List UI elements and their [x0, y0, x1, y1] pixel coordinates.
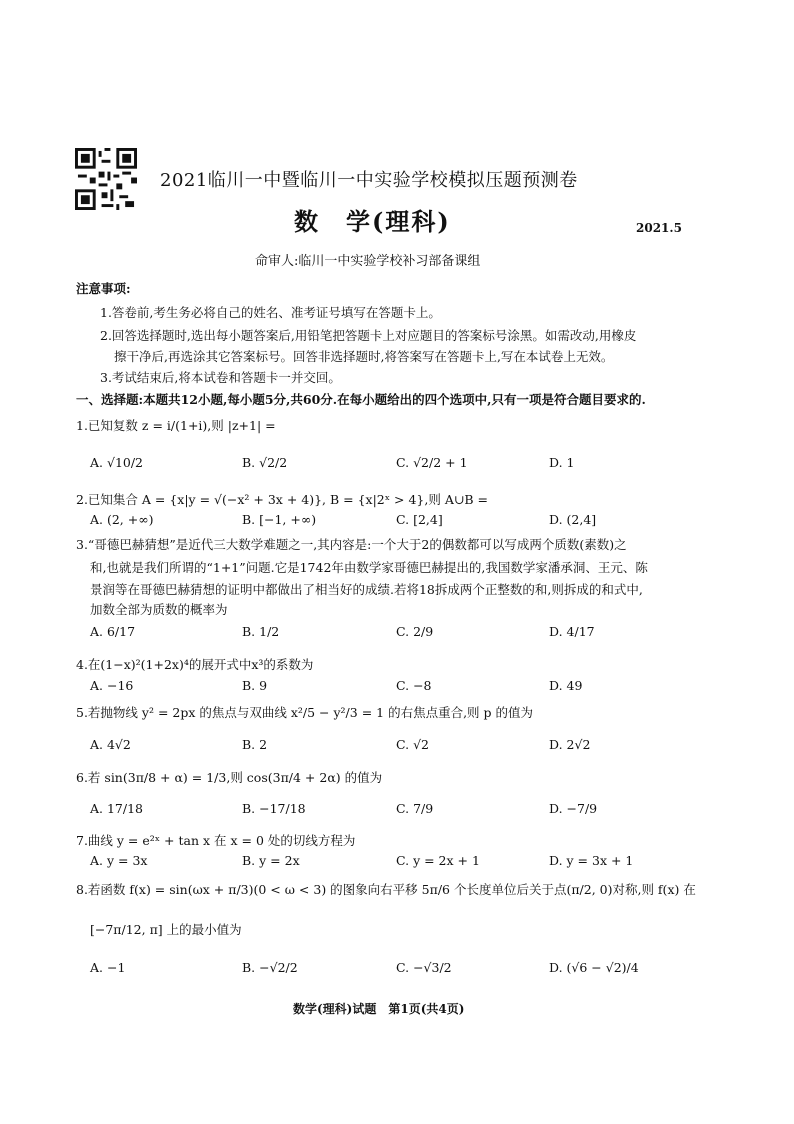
- q1-option-d: D. 1: [549, 455, 575, 470]
- question-4-stem: 4.在(1−x)²(1+2x)⁴的展开式中x³的系数为: [76, 657, 314, 672]
- question-8-line1: 8.若函数 f(x) = sin(ωx + π/3)(0 < ω < 3) 的图象向右平移 5π/6 个长度单位后关于点(π/2, 0)对称,则 f(x) 在: [76, 882, 696, 897]
- question-5-stem: 5.若抛物线 y² = 2px 的焦点与双曲线 x²/5 − y²/3 = 1 的右焦点重合,则 p 的值为: [76, 705, 533, 720]
- q5-option-a: A. 4√2: [90, 737, 131, 752]
- reviewer-line: 命审人:临川一中实验学校补习部备课组: [255, 254, 481, 269]
- q2-option-b: B. [−1, +∞): [242, 512, 317, 527]
- q3-option-a: A. 6/17: [90, 624, 136, 639]
- question-3-line: 3.“哥德巴赫猜想”是近代三大数学难题之一,其内容是:一个大于2的偶数都可以写成两个质数(素数)之: [76, 537, 627, 552]
- q3-option-d: D. 4/17: [549, 624, 595, 639]
- q8-option-a: A. −1: [90, 960, 126, 975]
- q2-option-a: A. (2, +∞): [90, 512, 154, 527]
- q8-option-b: B. −√2/2: [242, 960, 298, 975]
- q4-option-b: B. 9: [242, 678, 268, 693]
- q1-option-a: A. √10/2: [90, 455, 144, 470]
- q2-option-d: D. (2,4]: [549, 512, 597, 527]
- q1-option-c: C. √2/2 + 1: [396, 455, 468, 470]
- q6-option-d: D. −7/9: [549, 801, 598, 816]
- subject-title: 数 学(理科): [294, 207, 451, 236]
- q2-option-c: C. [2,4]: [396, 512, 443, 527]
- page-footer: 数学(理科)试题 第1页(共4页): [293, 1002, 465, 1016]
- notice-heading: 注意事项:: [76, 281, 131, 296]
- question-6-stem: 6.若 sin(3π/8 + α) = 1/3,则 cos(3π/4 + 2α) 的值为: [76, 770, 383, 785]
- q3-option-b: B. 1/2: [242, 624, 280, 639]
- q4-option-a: A. −16: [90, 678, 134, 693]
- notice-item: 3.考试结束后,将本试卷和答题卡一并交回。: [100, 370, 341, 385]
- q3-option-c: C. 2/9: [396, 624, 434, 639]
- question-3-line: 景润等在哥德巴赫猜想的证明中都做出了相当好的成绩.若将18拆成两个正整数的和,则拆成的和式中,: [90, 582, 643, 597]
- question-1-stem: 1.已知复数 z = i/(1+i),则 |z+1| =: [76, 418, 276, 433]
- q7-option-a: A. y = 3x: [90, 853, 148, 868]
- notice-item: 2.回答选择题时,选出每小题答案后,用铅笔把答题卡上对应题目的答案标号涂黑。如需改动,用橡皮: [100, 328, 637, 343]
- q7-option-c: C. y = 2x + 1: [396, 853, 480, 868]
- question-7-stem: 7.曲线 y = e²ˣ + tan x 在 x = 0 处的切线方程为: [76, 833, 356, 848]
- q1-option-b: B. √2/2: [242, 455, 288, 470]
- qr-code: [75, 148, 137, 210]
- q4-option-c: C. −8: [396, 678, 432, 693]
- question-3-line: 和,也就是我们所谓的“1+1”问题.它是1742年由数学家哥德巴赫提出的,我国数学家潘承洞、王元、陈: [90, 560, 648, 575]
- q6-option-c: C. 7/9: [396, 801, 434, 816]
- q8-option-d: D. (√6 − √2)/4: [549, 960, 639, 975]
- q6-option-b: B. −17/18: [242, 801, 306, 816]
- section-heading: 一、选择题:本题共12小题,每小题5分,共60分.在每小题给出的四个选项中,只有一项是符合题目要求的.: [76, 392, 646, 407]
- question-2-stem: 2.已知集合 A = {x|y = √(−x² + 3x + 4)}, B = {x|2ˣ > 4},则 A∪B =: [76, 492, 488, 507]
- q5-option-c: C. √2: [396, 737, 429, 752]
- q7-option-b: B. y = 2x: [242, 853, 300, 868]
- q7-option-d: D. y = 3x + 1: [549, 853, 634, 868]
- q4-option-d: D. 49: [549, 678, 583, 693]
- notice-item: 1.答卷前,考生务必将自己的姓名、准考证号填写在答题卡上。: [100, 305, 441, 320]
- notice-item: 擦干净后,再选涂其它答案标号。回答非选择题时,将答案写在答题卡上,写在本试卷上无效。: [114, 349, 614, 364]
- q5-option-b: B. 2: [242, 737, 268, 752]
- exam-title: 2021临川一中暨临川一中实验学校模拟压题预测卷: [160, 170, 578, 191]
- q5-option-d: D. 2√2: [549, 737, 591, 752]
- question-3-line: 加数全部为质数的概率为: [90, 602, 228, 617]
- question-8-line2: [−7π/12, π] 上的最小值为: [90, 922, 242, 937]
- q8-option-c: C. −√3/2: [396, 960, 452, 975]
- exam-date: 2021.5: [636, 221, 682, 235]
- q6-option-a: A. 17/18: [90, 801, 143, 816]
